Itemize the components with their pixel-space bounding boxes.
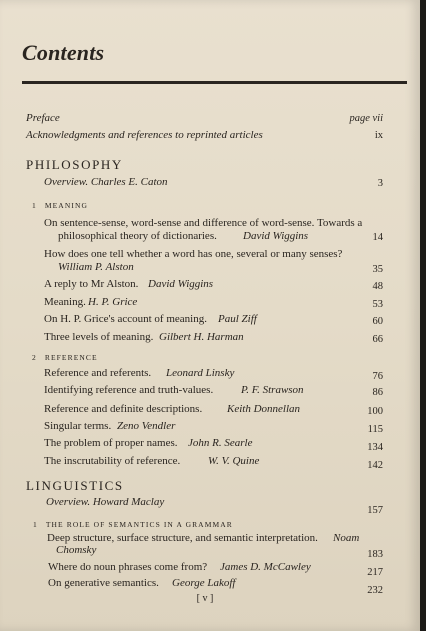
entry-title: The problem of proper names. xyxy=(44,437,178,449)
section-heading-philosophy: PHILOSOPHY xyxy=(26,157,123,172)
entry-page: page vii xyxy=(349,113,383,124)
entry-page: 3 xyxy=(377,178,383,189)
entry-title: On H. P. Grice's account of meaning. xyxy=(44,313,207,325)
entry-author: David Wiggins xyxy=(243,230,309,242)
entry-title: On generative semantics. xyxy=(48,577,159,589)
entry-title: Where do noun phrases come from? xyxy=(48,561,208,573)
entry-page: 60 xyxy=(372,316,383,327)
entry-page: 217 xyxy=(367,567,383,578)
entry-title: On sentence-sense, word-sense and difference of word-sense. Towards a xyxy=(44,217,363,229)
entry-author: Keith Donnellan xyxy=(227,403,301,415)
subsection-number: 1 xyxy=(32,201,37,210)
page-title: Contents xyxy=(22,40,105,65)
entry-title: Singular terms. xyxy=(44,420,112,432)
entry-title: Preface xyxy=(26,112,60,124)
entry-page: 48 xyxy=(372,281,383,292)
subsection-number: 2 xyxy=(32,353,37,362)
subsection-heading-reference xyxy=(32,353,98,362)
entry-page: 183 xyxy=(367,549,383,560)
entry-author: Noam xyxy=(333,532,360,544)
entry-title: Three levels of meaning. xyxy=(44,331,154,343)
entry-title: Overview. Charles E. Caton xyxy=(44,176,168,188)
entry-author-continued: Chomsky xyxy=(56,544,97,556)
entry-title: Reference and definite descriptions. xyxy=(44,403,203,415)
page-number-footer: [ v ] xyxy=(196,593,214,604)
section-heading-linguistics: LINGUISTICS xyxy=(26,478,124,493)
subsection-title: MEANING xyxy=(44,201,88,210)
subsection-title: REFERENCE xyxy=(44,353,98,362)
entry-page: 115 xyxy=(367,424,383,435)
entry-author: H. P. Grice xyxy=(88,296,138,308)
subsection-number: 1 xyxy=(33,520,38,529)
entry-title: Deep structure, surface structure, and semantic interpretation. xyxy=(47,532,318,544)
subsection-title: THE ROLE OF SEMANTICS IN A GRAMMAR xyxy=(45,520,233,529)
entry-page: 66 xyxy=(372,334,383,345)
entry-title: Meaning. xyxy=(44,296,86,308)
entry-page: 157 xyxy=(367,505,383,516)
entry-page: 53 xyxy=(372,299,383,310)
entry-page: 86 xyxy=(372,387,383,398)
entry-author: P. F. Strawson xyxy=(241,384,304,396)
entry-title: Overview. Howard Maclay xyxy=(46,496,165,508)
entry-page: 35 xyxy=(372,264,383,275)
entry-page: 134 xyxy=(367,442,383,453)
subsection-heading-meaning xyxy=(32,201,88,210)
entry-author: Leonard Linsky xyxy=(166,367,235,379)
entry-page: 142 xyxy=(367,460,383,471)
entry-author: W. V. Quine xyxy=(208,455,260,467)
entry-title: Identifying reference and truth-values. xyxy=(44,384,214,396)
entry-title: How does one tell whether a word has one, several or many senses? xyxy=(44,248,343,260)
entry-title: The inscrutability of reference. xyxy=(44,455,181,467)
entry-author: James D. McCawley xyxy=(220,561,311,573)
entry-title-continued: philosophical theory of dictionaries. xyxy=(58,230,217,242)
entry-page: 100 xyxy=(367,406,383,417)
entry-title: A reply to Mr Alston. xyxy=(44,278,139,290)
entry-author: George Lakoff xyxy=(172,577,236,589)
entry-page: 232 xyxy=(367,585,383,596)
title-rule xyxy=(22,81,407,84)
entry-author: John R. Searle xyxy=(188,437,253,449)
entry-author: Gilbert H. Harman xyxy=(159,331,244,343)
subsection-heading-semantics xyxy=(33,520,233,529)
entry-page: 76 xyxy=(372,371,383,382)
entry-title: Acknowledgments and references to reprinted articles xyxy=(26,129,263,141)
entry-title: Reference and referents. xyxy=(44,367,152,379)
entry-author: Paul Ziff xyxy=(218,313,257,325)
entry-author: David Wiggins xyxy=(148,278,214,290)
entry-author: William P. Alston xyxy=(58,261,134,273)
entry-page: ix xyxy=(374,130,383,141)
entry-author: Zeno Vendler xyxy=(117,420,176,432)
entry-page: 14 xyxy=(372,232,383,243)
